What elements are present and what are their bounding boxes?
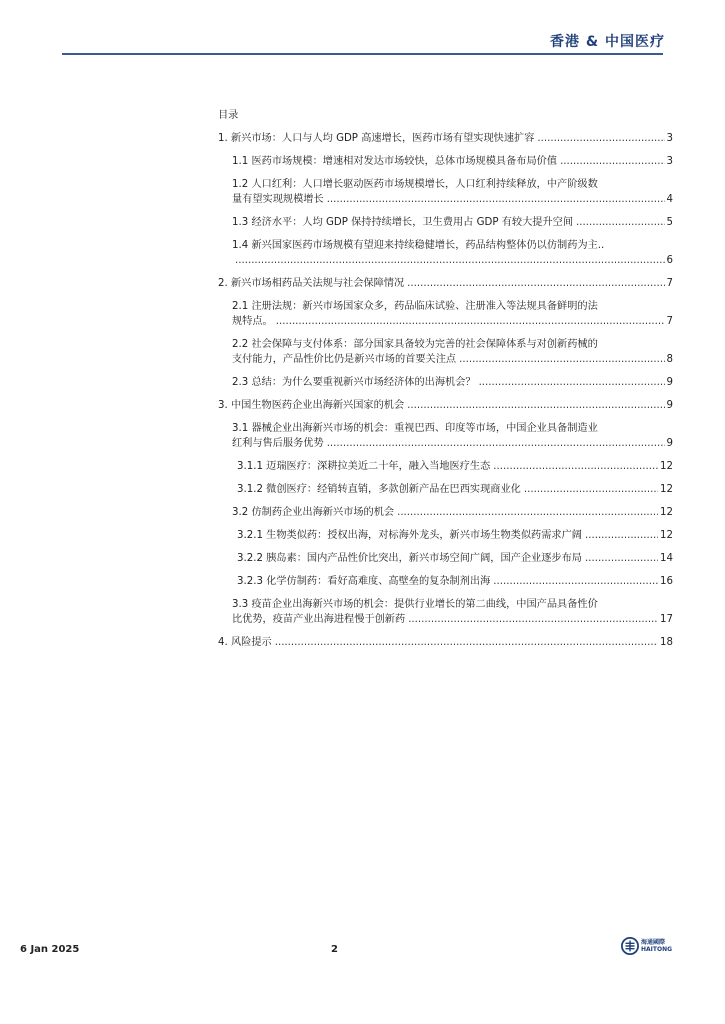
footer-page-number: 2 — [331, 944, 338, 955]
toc-entry-text: 3.2.1 生物类似药：授权出海，对标海外龙头，新兴市场生物类似药需求广阔 — [237, 530, 582, 541]
toc-entry[interactable] — [218, 238, 673, 268]
toc-entry-text: 1.3 经济水平：人均 GDP 保持持续增长，卫生费用占 GDP 有较大提升空间 — [232, 217, 574, 228]
footer-date: 6 Jan 2025 — [20, 944, 80, 955]
toc-entry[interactable] — [218, 528, 673, 543]
toc-entry[interactable] — [218, 215, 673, 230]
toc-leader-dots — [327, 192, 665, 207]
table-of-contents — [218, 108, 673, 658]
toc-entry[interactable] — [218, 635, 673, 650]
toc-leader-dots — [407, 398, 664, 413]
toc-leader-dots — [479, 375, 665, 390]
toc-entry-text-continued: 规特点。 — [232, 316, 273, 327]
toc-entry-page: 8 — [666, 354, 673, 365]
toc-entry-text: 1.2 人口红利：人口增长驱动医药市场规模增长，人口红利持续释放，中产阶级数 — [232, 179, 598, 190]
toc-entry-page: 4 — [666, 194, 673, 205]
toc-entry-page: 12 — [660, 530, 673, 541]
haitong-logo-icon — [621, 937, 639, 955]
toc-leader-dots — [408, 612, 658, 627]
toc-entry[interactable] — [218, 482, 673, 497]
toc-entry[interactable] — [218, 337, 673, 367]
haitong-logo — [621, 937, 672, 955]
toc-entry[interactable] — [218, 276, 673, 291]
toc-leader-dots — [493, 574, 658, 589]
toc-entry-page: 7 — [666, 316, 673, 327]
toc-entry[interactable] — [218, 299, 673, 329]
toc-entry[interactable] — [218, 421, 673, 451]
toc-entry-page: 12 — [660, 461, 673, 472]
toc-entry-text: 2.3 总结：为什么要重视新兴市场经济体的出海机会？ — [232, 377, 476, 388]
toc-entry-text-continued: 红利与售后服务优势 — [232, 438, 324, 449]
toc-leader-dots — [276, 314, 665, 329]
toc-entry[interactable] — [218, 551, 673, 566]
toc-entry-page: 12 — [660, 507, 673, 518]
toc-leader-dots — [585, 551, 658, 566]
toc-entry-page: 17 — [660, 614, 673, 625]
toc-leader-dots — [459, 352, 664, 367]
toc-leader-dots — [493, 459, 658, 474]
toc-entry-text: 3.3 疫苗企业出海新兴市场的机会：提供行业增长的第二曲线，中国产品具备性价 — [232, 599, 598, 610]
toc-entry-page: 7 — [666, 278, 673, 289]
toc-heading: 目录 — [218, 110, 239, 121]
header-title: 香港 & 中国医疗 — [550, 34, 665, 50]
toc-entry-text: 1. 新兴市场：人口与人均 GDP 高速增长，医药市场有望实现快速扩容 — [218, 133, 535, 144]
toc-entry-page: 9 — [666, 377, 673, 388]
toc-entry-text-continued: 比优势，疫苗产业出海进程慢于创新药 — [232, 614, 406, 625]
toc-entry-text: 3.1 器械企业出海新兴市场的机会：重视巴西、印度等市场，中国企业具备制造业 — [232, 423, 598, 434]
toc-leader-dots — [275, 635, 658, 650]
toc-entry-text: 3. 中国生物医药企业出海新兴国家的机会 — [218, 400, 405, 411]
toc-entry-page: 14 — [660, 553, 673, 564]
toc-leader-dots — [585, 528, 658, 543]
toc-entry[interactable] — [218, 375, 673, 390]
toc-entry-page: 12 — [660, 484, 673, 495]
toc-entry-text: 3.2.2 胰岛素：国内产品性价比突出，新兴市场空间广阔，国产企业逐步布局 — [237, 553, 582, 564]
toc-entry[interactable] — [218, 177, 673, 207]
toc-leader-dots — [537, 131, 664, 146]
toc-leader-dots — [524, 482, 658, 497]
toc-entry-page: 6 — [666, 255, 673, 266]
toc-entry-page: 16 — [660, 576, 673, 587]
toc-leader-dots — [560, 154, 664, 169]
logo-text-cn: 海通國際 — [641, 939, 666, 946]
toc-entry-text: 3.2 仿制药企业出海新兴市场的机会 — [232, 507, 395, 518]
toc-leader-dots — [235, 253, 665, 268]
toc-entry-text: 3.2.3 化学仿制药：看好高难度、高壁垒的复杂制剂出海 — [237, 576, 491, 587]
toc-entry[interactable] — [218, 131, 673, 146]
toc-entry-text-continued: 量有望实现规模增长 — [232, 194, 324, 205]
toc-entry[interactable] — [218, 574, 673, 589]
toc-entry-page: 9 — [666, 400, 673, 411]
toc-leader-dots — [407, 276, 664, 291]
toc-entry-text: 3.1.1 迈瑞医疗：深耕拉美近二十年，融入当地医疗生态 — [237, 461, 491, 472]
toc-entry[interactable] — [218, 398, 673, 413]
toc-entry[interactable] — [218, 597, 673, 627]
toc-entries — [218, 131, 673, 650]
toc-leader-dots — [397, 505, 658, 520]
toc-entry[interactable] — [218, 459, 673, 474]
toc-entry[interactable] — [218, 154, 673, 169]
toc-entry-page: 5 — [666, 217, 673, 228]
toc-entry-text: 3.1.2 微创医疗：经销转直销，多款创新产品在巴西实现商业化 — [237, 484, 521, 495]
header-rule — [62, 53, 663, 55]
toc-entry-page: 18 — [660, 637, 673, 648]
toc-leader-dots — [327, 436, 665, 451]
toc-entry-text: 2.2 社会保障与支付体系：部分国家具备较为完善的社会保障体系与对创新药械的 — [232, 339, 598, 350]
toc-entry-text-continued: 支付能力，产品性价比仍是新兴市场的首要关注点 — [232, 354, 457, 365]
toc-entry-text: 1.4 新兴国家医药市场规模有望迎来持续稳健增长，药品结构整体仍以仿制药为主.. — [232, 240, 605, 251]
toc-entry[interactable] — [218, 505, 673, 520]
toc-entry-page: 3 — [666, 133, 673, 144]
toc-entry-page: 3 — [666, 156, 673, 167]
toc-entry-text: 4. 风险提示 — [218, 637, 272, 648]
toc-entry-text: 2.1 注册法规：新兴市场国家众多，药品临床试验、注册准入等法规具备鲜明的法 — [232, 301, 598, 312]
toc-entry-text: 1.1 医药市场规模：增速相对发达市场较快，总体市场规模具备布局价值 — [232, 156, 558, 167]
toc-entry-text: 2. 新兴市场相药品关法规与社会保障情况 — [218, 278, 405, 289]
toc-entry-page: 9 — [666, 438, 673, 449]
logo-text-en: HAITONG — [641, 946, 673, 953]
toc-leader-dots — [576, 215, 664, 230]
